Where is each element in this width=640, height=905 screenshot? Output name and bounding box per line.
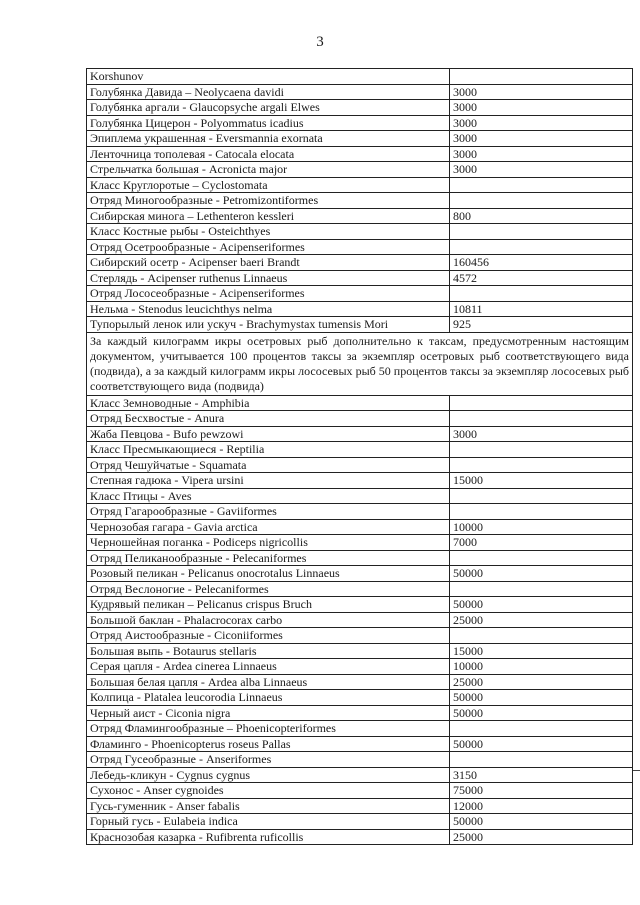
table-row: [87, 395, 633, 411]
table-row: [87, 100, 633, 116]
taxon-name-cell: Стерлядь - Acipenser ruthenus Linnaeus: [87, 270, 450, 286]
table-row: [87, 146, 633, 162]
rate-value-cell: [450, 442, 633, 458]
table-row: [87, 612, 633, 628]
rate-value-cell: 10000: [450, 519, 633, 535]
rate-value-cell: 25000: [450, 612, 633, 628]
table-row: [87, 193, 633, 209]
table-row: [87, 131, 633, 147]
table-row: [87, 208, 633, 224]
rate-value-cell: 50000: [450, 705, 633, 721]
table-row: [87, 504, 633, 520]
table-row: [87, 814, 633, 830]
taxon-name-cell: Серая цапля - Ardea cinerea Linnaeus: [87, 659, 450, 675]
taxon-name-cell: Колпица - Platalea leucorodia Linnaeus: [87, 690, 450, 706]
taxon-name-cell: Класс Круглоротые – Cyclostomata: [87, 177, 450, 193]
table-row: [87, 628, 633, 644]
table-row: [87, 829, 633, 845]
table-row: [87, 721, 633, 737]
rate-value-cell: 10811: [450, 301, 633, 317]
table-row: [87, 550, 633, 566]
table-row: [87, 488, 633, 504]
rate-value-cell: [450, 239, 633, 255]
taxon-name-cell: Голубянка аргали - Glaucopsyche argali Elwes: [87, 100, 450, 116]
table-row: [87, 332, 633, 395]
rate-value-cell: [450, 457, 633, 473]
rate-value-cell: 75000: [450, 783, 633, 799]
table-row: [87, 752, 633, 768]
rate-value-cell: 7000: [450, 535, 633, 551]
rate-value-cell: [450, 69, 633, 85]
rate-value-cell: [450, 286, 633, 302]
rate-value-cell: 15000: [450, 473, 633, 489]
rate-value-cell: 3000: [450, 146, 633, 162]
species-rate-table: [86, 68, 633, 845]
taxon-name-cell: Сибирская минога – Lethenteron kessleri: [87, 208, 450, 224]
table-row: [87, 736, 633, 752]
taxon-name-cell: Большая выпь - Botaurus stellaris: [87, 643, 450, 659]
taxon-name-cell: Класс Пресмыкающиеся - Reptilia: [87, 442, 450, 458]
rate-value-cell: 925: [450, 317, 633, 333]
taxon-name-cell: Отряд Гусеобразные - Anseriformes: [87, 752, 450, 768]
taxon-name-cell: Горный гусь - Eulabeia indica: [87, 814, 450, 830]
table-row: [87, 798, 633, 814]
rate-value-cell: [450, 752, 633, 768]
taxon-name-cell: Ленточница тополевая - Catocala elocata: [87, 146, 450, 162]
taxon-name-cell: Отряд Лососеобразные - Acipenseriformes: [87, 286, 450, 302]
taxon-name-cell: Класс Земноводные - Amphibia: [87, 395, 450, 411]
rate-value-cell: [450, 224, 633, 240]
taxon-name-cell: Фламинго - Phoenicopterus roseus Pallas: [87, 736, 450, 752]
taxon-name-cell: Чернозобая гагара - Gavia arctica: [87, 519, 450, 535]
rate-value-cell: 3150: [450, 767, 633, 783]
table-row: [87, 705, 633, 721]
taxon-name-cell: Черный аист - Ciconia nigra: [87, 705, 450, 721]
rate-value-cell: [450, 488, 633, 504]
taxon-name-cell: Отряд Пеликанообразные - Pelecaniformes: [87, 550, 450, 566]
taxon-name-cell: Стрельчатка большая - Acronicta major: [87, 162, 450, 178]
table-row: [87, 69, 633, 85]
rate-value-cell: 50000: [450, 736, 633, 752]
table-row: [87, 690, 633, 706]
taxon-name-cell: Отряд Миногообразные - Petromizontiformes: [87, 193, 450, 209]
taxon-name-cell: Степная гадюка - Vipera ursini: [87, 473, 450, 489]
rate-value-cell: 15000: [450, 643, 633, 659]
rate-value-cell: 12000: [450, 798, 633, 814]
rate-value-cell: [450, 721, 633, 737]
page-number: 3: [316, 34, 324, 50]
margin-mark: [633, 770, 640, 771]
taxon-name-cell: Класс Птицы - Aves: [87, 488, 450, 504]
table-row: [87, 270, 633, 286]
table-row: [87, 643, 633, 659]
rate-value-cell: 25000: [450, 674, 633, 690]
table-row: [87, 177, 633, 193]
taxon-name-cell: Эпиплема украшенная - Eversmannia exornata: [87, 131, 450, 147]
table-row: [87, 767, 633, 783]
table-body: [87, 69, 633, 845]
table-row: [87, 535, 633, 551]
table-row: [87, 581, 633, 597]
table-row: [87, 457, 633, 473]
table-row: [87, 659, 633, 675]
rate-value-cell: 3000: [450, 426, 633, 442]
rate-value-cell: 50000: [450, 566, 633, 582]
taxon-name-cell: Жаба Певцова - Bufo pewzowi: [87, 426, 450, 442]
table-row: [87, 286, 633, 302]
rate-value-cell: 3000: [450, 100, 633, 116]
taxon-name-cell: Розовый пеликан - Pelicanus onocrotalus Linnaeus: [87, 566, 450, 582]
taxon-name-cell: Краснозобая казарка - Rufibrenta ruficollis: [87, 829, 450, 845]
table-row: [87, 84, 633, 100]
table-row: [87, 426, 633, 442]
table-row: [87, 473, 633, 489]
table-row: [87, 255, 633, 271]
table-row: [87, 162, 633, 178]
rate-value-cell: 10000: [450, 659, 633, 675]
table-row: [87, 224, 633, 240]
taxon-name-cell: Тупорылый ленок или ускуч - Brachymystax tumensis Mori: [87, 317, 450, 333]
rate-value-cell: 4572: [450, 270, 633, 286]
taxon-name-cell: Отряд Аистообразные - Ciconiiformes: [87, 628, 450, 644]
taxon-name-cell: Голубянка Давида – Neolycaena davidi: [87, 84, 450, 100]
taxon-name-cell: Отряд Гагарообразные - Gaviiformes: [87, 504, 450, 520]
taxon-name-cell: Лебедь-кликун - Cygnus cygnus: [87, 767, 450, 783]
rate-value-cell: [450, 395, 633, 411]
taxon-name-cell: Отряд Фламингообразные – Phoenicopteriformes: [87, 721, 450, 737]
taxon-name-cell: Нельма - Stenodus leucichthys nelma: [87, 301, 450, 317]
table-row: [87, 115, 633, 131]
taxon-name-cell: Большой баклан - Phalacrocorax carbo: [87, 612, 450, 628]
taxon-name-cell: Кудрявый пеликан – Pelicanus crispus Bruch: [87, 597, 450, 613]
taxon-name-cell: Класс Костные рыбы - Osteichthyes: [87, 224, 450, 240]
table-row: [87, 674, 633, 690]
table-row: [87, 566, 633, 582]
table-row: [87, 301, 633, 317]
table-row: [87, 519, 633, 535]
table-row: [87, 783, 633, 799]
taxon-name-cell: Отряд Бесхвостые - Anura: [87, 411, 450, 427]
taxon-name-cell: Гусь-гуменник - Anser fabalis: [87, 798, 450, 814]
rate-value-cell: 3000: [450, 115, 633, 131]
taxon-name-cell: Черношейная поганка - Podiceps nigricollis: [87, 535, 450, 551]
taxon-name-cell: Сибирский осетр - Acipenser baeri Brandt: [87, 255, 450, 271]
table-row: [87, 442, 633, 458]
rate-value-cell: 25000: [450, 829, 633, 845]
rate-value-cell: 160456: [450, 255, 633, 271]
rate-value-cell: 50000: [450, 814, 633, 830]
rate-value-cell: 50000: [450, 690, 633, 706]
caviar-note-cell: За каждый килограмм икры осетровых рыб дополнительно к таксам, предусмотренным настоящим документом, учитывается 100 процентов таксы за экземпляр осетровых рыб соответствующего вида (подвида), а за каждый килограмм икры лососевых рыб 50 процентов таксы за экземпляр лососевых рыб соответствующего вида (подвида): [87, 332, 633, 395]
taxon-name-cell: Отряд Осетрообразные - Acipenseriformes: [87, 239, 450, 255]
rate-value-cell: [450, 628, 633, 644]
rate-value-cell: 800: [450, 208, 633, 224]
taxon-name-cell: Голубянка Цицерон - Polyommatus icadius: [87, 115, 450, 131]
table-row: [87, 317, 633, 333]
taxon-name-cell: Korshunov: [87, 69, 450, 85]
table-row: [87, 411, 633, 427]
rate-value-cell: 3000: [450, 84, 633, 100]
taxon-name-cell: Сухонос - Anser cygnoides: [87, 783, 450, 799]
rate-value-cell: 3000: [450, 131, 633, 147]
rate-value-cell: [450, 177, 633, 193]
rate-value-cell: 50000: [450, 597, 633, 613]
table-row: [87, 239, 633, 255]
rate-value-cell: [450, 504, 633, 520]
taxon-name-cell: Отряд Чешуйчатые - Squamata: [87, 457, 450, 473]
taxon-name-cell: Отряд Веслоногие - Pelecaniformes: [87, 581, 450, 597]
rate-value-cell: [450, 550, 633, 566]
rate-value-cell: [450, 193, 633, 209]
table-row: [87, 597, 633, 613]
rate-value-cell: [450, 411, 633, 427]
rate-value-cell: 3000: [450, 162, 633, 178]
taxon-name-cell: Большая белая цапля - Ardea alba Linnaeus: [87, 674, 450, 690]
rate-value-cell: [450, 581, 633, 597]
